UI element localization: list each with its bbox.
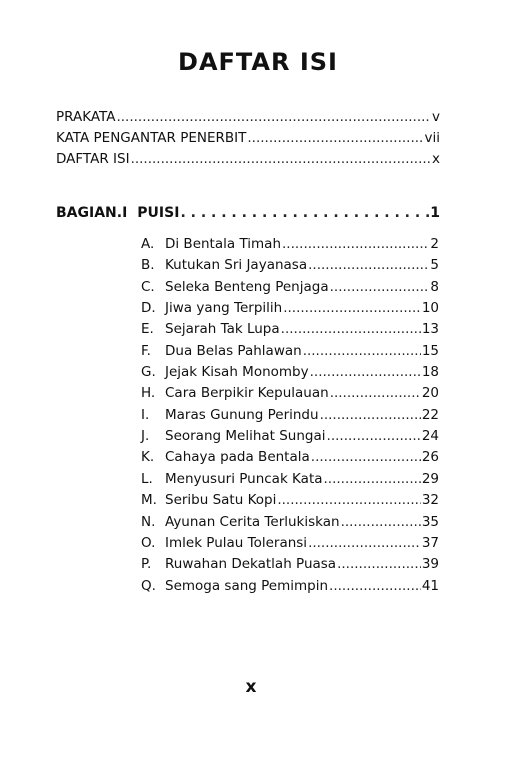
toc-item-page: 18 (421, 364, 439, 380)
toc-item (141, 512, 439, 532)
dot-leader (308, 255, 429, 275)
toc-item-label: Ayunan Cerita Terlukiskan (165, 514, 340, 530)
toc-item (141, 341, 439, 361)
toc-item-letter: I. (141, 407, 150, 423)
toc-item (141, 405, 439, 425)
dot-leader (308, 533, 421, 553)
toc-item-page: 29 (421, 471, 439, 487)
toc-item-page: 20 (421, 385, 439, 401)
toc-item-letter: E. (141, 321, 154, 337)
toc-entry-label: DAFTAR ISI (56, 151, 130, 167)
dot-leader (247, 128, 423, 148)
toc-item-label: Maras Gunung Perindu (165, 407, 319, 423)
dot-leader (131, 149, 431, 169)
section-number: BAGIAN.I (56, 205, 128, 221)
toc-item-letter: Q. (141, 578, 156, 594)
toc-item-letter: J. (141, 428, 150, 444)
toc-item-letter: K. (141, 449, 155, 465)
toc-item-page: 39 (421, 556, 439, 572)
dot-leader (341, 512, 421, 532)
toc-item (141, 490, 439, 510)
toc-item-page: 37 (421, 535, 439, 551)
dot-leader (337, 554, 421, 574)
toc-item-letter: D. (141, 300, 156, 316)
toc-item-letter: B. (141, 257, 155, 273)
toc-item-label: Di Bentala Timah (165, 236, 282, 252)
toc-item-label: Ruwahan Dekatlah Puasa (165, 556, 337, 572)
toc-entry-page: vii (424, 130, 440, 146)
toc-item-letter: F. (141, 343, 151, 359)
toc-item (141, 255, 439, 275)
dot-leader (330, 383, 421, 403)
toc-item-letter: O. (141, 535, 156, 551)
toc-item (141, 554, 439, 574)
toc-item (141, 576, 439, 596)
toc-item-label: Dua Belas Pahlawan (165, 343, 302, 359)
toc-item-page: 35 (421, 514, 439, 530)
toc-item-letter: H. (141, 385, 156, 401)
toc-item-page: 5 (430, 257, 439, 273)
toc-entry-label: PRAKATA (56, 109, 116, 125)
toc-item-page: 22 (421, 407, 439, 423)
dot-leader (330, 277, 430, 297)
dot-leader (303, 341, 421, 361)
toc-item-label: Seorang Melihat Sungai (165, 428, 326, 444)
dot-leader (311, 447, 421, 467)
toc-item-label: Imlek Pulau Toleransi (165, 535, 308, 551)
toc-item-label: Semoga sang Pemimpin (165, 578, 329, 594)
toc-item-page: 26 (421, 449, 439, 465)
toc-item (141, 533, 439, 553)
toc-entry-daftar-isi (56, 149, 440, 169)
toc-section-puisi (56, 203, 440, 223)
toc-item (141, 447, 439, 467)
dot-leader (281, 319, 421, 339)
dot-leader (277, 490, 420, 510)
section-page: 1 (430, 205, 440, 221)
toc-item-letter: N. (141, 514, 156, 530)
toc-item-label: Sejarah Tak Lupa (165, 321, 280, 337)
toc-item-letter: C. (141, 279, 155, 295)
toc-item (141, 362, 439, 382)
toc-entry-label: KATA PENGANTAR PENERBIT (56, 130, 247, 146)
toc-item-page: 8 (430, 279, 439, 295)
dot-leader (329, 576, 421, 596)
dot-leader (324, 469, 421, 489)
toc-item (141, 319, 439, 339)
toc-item (141, 277, 439, 297)
toc-item-page: 13 (421, 321, 439, 337)
dot-leader (310, 362, 421, 382)
toc-item-label: Cahaya pada Bentala (165, 449, 310, 465)
toc-entry-page: x (432, 151, 440, 167)
dot-leader (320, 405, 421, 425)
toc-item (141, 383, 439, 403)
dot-leader (116, 107, 431, 127)
dot-leader (180, 203, 429, 223)
toc-entry-page: v (432, 109, 440, 125)
toc-item-letter: M. (141, 492, 157, 508)
dot-leader (327, 426, 421, 446)
toc-item (141, 469, 439, 489)
toc-item (141, 426, 439, 446)
toc-entry-prakata (56, 107, 440, 127)
toc-item-label: Seleka Benteng Penjaga (165, 279, 329, 295)
toc-item-letter: G. (141, 364, 156, 380)
toc-item-page: 10 (421, 300, 439, 316)
toc-item-letter: P. (141, 556, 152, 572)
toc-item (141, 234, 439, 254)
toc-item-page: 41 (421, 578, 439, 594)
toc-item-label: Jiwa yang Terpilih (165, 300, 283, 316)
dot-leader (283, 298, 421, 318)
toc-item (141, 298, 439, 318)
page-number: x (245, 677, 257, 697)
toc-item-letter: A. (141, 236, 155, 252)
toc-item-page: 32 (421, 492, 439, 508)
toc-item-label: Kutukan Sri Jayanasa (165, 257, 308, 273)
toc-item-label: Jejak Kisah Monomby (165, 364, 309, 380)
section-label: PUISI (137, 205, 180, 221)
toc-item-label: Cara Berpikir Kepulauan (165, 385, 329, 401)
dot-leader (282, 234, 429, 254)
page-title: DAFTAR ISI (178, 48, 338, 76)
toc-item-label: Seribu Satu Kopi (165, 492, 277, 508)
toc-item-letter: L. (141, 471, 153, 487)
toc-item-page: 24 (421, 428, 439, 444)
toc-item-label: Menyusuri Puncak Kata (165, 471, 323, 487)
toc-entry-kata-pengantar (56, 128, 440, 148)
toc-item-page: 15 (421, 343, 439, 359)
toc-item-page: 2 (430, 236, 439, 252)
